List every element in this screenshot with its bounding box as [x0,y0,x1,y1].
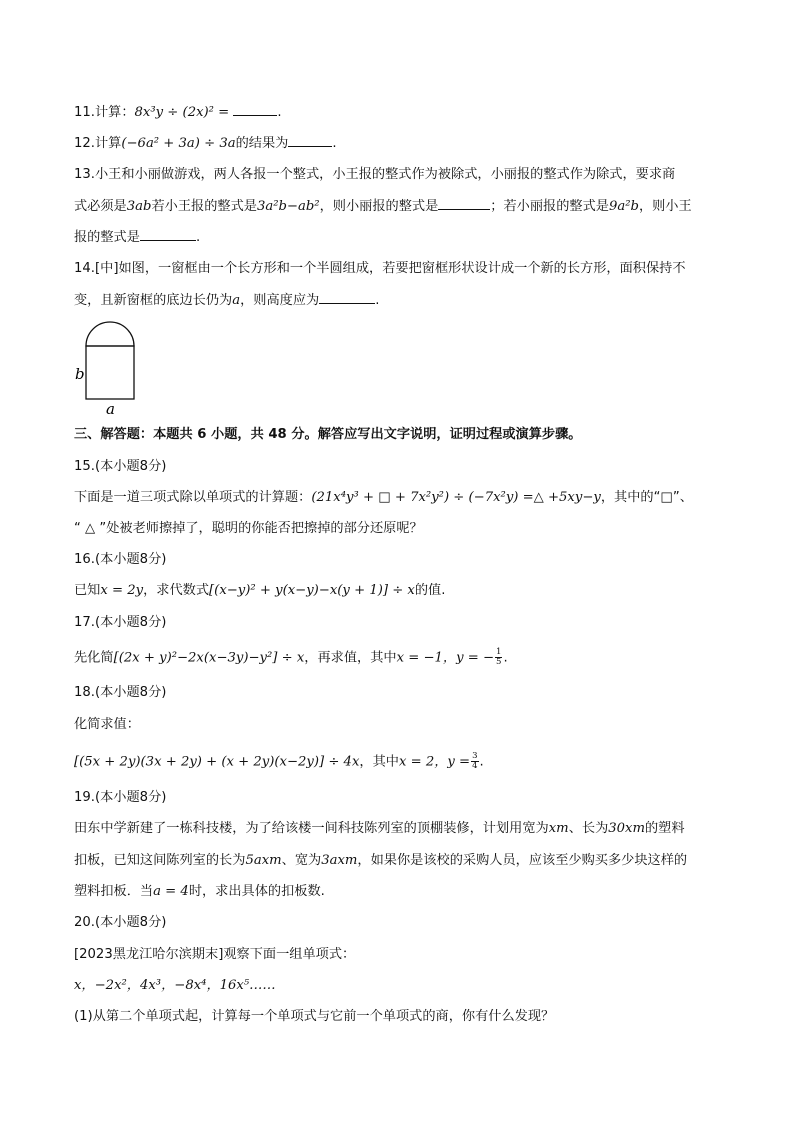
question-17-line-1: 先化简[(2x + y)²−2x(x−3y)−y²] ÷ x，再求值，其中x = −1，y = − $\frac{1}{5}$ . [74,647,508,667]
window-frame-figure [70,318,150,422]
question-16-line-1: 已知x = 2y，求代数式[(x−y)² + y(x−y)−x(y + 1)] ÷ x的值. [74,583,446,598]
question-20-monomial-sequence: x，−2x²，4x³，−8x⁴，16x⁵…… [74,978,276,993]
answer-blank[interactable] [140,228,196,241]
question-15-header: 15.(本小题8分) [74,459,167,474]
math-expression: (21x⁴y³ + □ + 7x²y²) ÷ (−7x²y) =△ +5xy−y [311,490,601,505]
label-b: b [75,365,85,383]
fraction: $\frac{1}{5}$ [496,647,502,667]
question-16-header: 16.(本小题8分) [74,552,167,567]
question-13-line-2: 式必须是3ab若小王报的整式是3a²b−ab²，则小丽报的整式是 ；若小丽报的整式是9a²b，则小王 [74,199,692,214]
question-19-line-2: 扣板，已知这间陈列室的长为5axm、宽为3axm，如果你是该校的采购人员，应该至少购买多少块这样的 [74,853,688,868]
question-17-header: 17.(本小题8分) [74,615,167,630]
question-14-line-1: 14.[中]如图，一窗框由一个长方形和一个半圆组成，若要把窗框形状设计成一个新的长方形，面积保持不 [74,261,686,276]
math-expression: 8x³y ÷ (2x)² = [134,105,230,120]
question-13-line-3: 报的整式是 . [74,230,201,245]
question-20-part-1: (1)从第二个单项式起，计算每一个单项式与它前一个单项式的商，你有什么发现？ [74,1009,555,1024]
question-15-line-1: 下面是一道三项式除以单项式的计算题：(21x⁴y³ + □ + 7x²y²) ÷ (−7x²y) =△ +5xy−y，其中的“□”、 [74,490,693,505]
question-20-line-1: [2023黑龙江哈尔滨期末]观察下面一组单项式： [74,947,356,962]
question-11: 11.计算：8x³y ÷ (2x)² = . [74,105,282,120]
question-number: 11. [74,105,95,120]
semicircle-shape [86,322,134,346]
math-expression: [(5x + 2y)(3x + 2y) + (x + 2y)(x−2y)] ÷ 4x [74,754,360,770]
question-number: 14. [74,261,95,276]
question-19-header: 19.(本小题8分) [74,790,167,805]
question-18-header: 18.(本小题8分) [74,685,167,700]
rectangle-shape [86,346,134,399]
question-19-line-3: 塑料扣板．当a = 4时，求出具体的扣板数. [74,884,325,899]
question-13-line-1: 13.小王和小丽做游戏，两人各报一个整式，小王报的整式作为被除式，小丽报的整式作为除式，要求商 [74,167,676,182]
math-expression: [(2x + y)²−2x(x−3y)−y²] ÷ x [113,650,305,666]
math-expression: [(x−y)² + y(x−y)−x(y + 1)] ÷ x [209,583,415,598]
answer-blank[interactable] [233,103,277,116]
question-19-line-1: 田东中学新建了一栋科技楼，为了给该楼一间科技陈列室的顶棚装修，计划用宽为xm、长为30xm的塑料 [74,821,685,836]
question-20-header: 20.(本小题8分) [74,915,167,930]
question-number: 13. [74,167,95,182]
question-14-line-2: 变，且新窗框的底边长仍为a，则高度应为 . [74,293,380,308]
window-frame-diagram [70,318,150,418]
question-18-line-1: 化简求值： [74,717,140,732]
math-expression: (−6a² + 3a) ÷ 3a [121,136,236,151]
answer-blank[interactable] [288,134,332,147]
fraction: $\frac{3}{4}$ [472,751,478,771]
answer-blank[interactable] [438,197,490,210]
question-18-line-2: [(5x + 2y)(3x + 2y) + (x + 2y)(x−2y)] ÷ 4x，其中x = 2，y = $\frac{3}{4}$ . [74,751,484,771]
answer-blank[interactable] [319,291,375,304]
question-12: 12.计算(−6a² + 3a) ÷ 3a的结果为 . [74,136,337,151]
question-15-line-2: “ △ ”处被老师擦掉了，聪明的你能否把擦掉的部分还原呢？ [74,521,423,536]
question-number: 12. [74,136,95,151]
section-3-title: 三、解答题：本题共 6 小题，共 48 分。解答应写出文字说明，证明过程或演算步骤。 [74,427,582,442]
label-a: a [106,400,115,418]
